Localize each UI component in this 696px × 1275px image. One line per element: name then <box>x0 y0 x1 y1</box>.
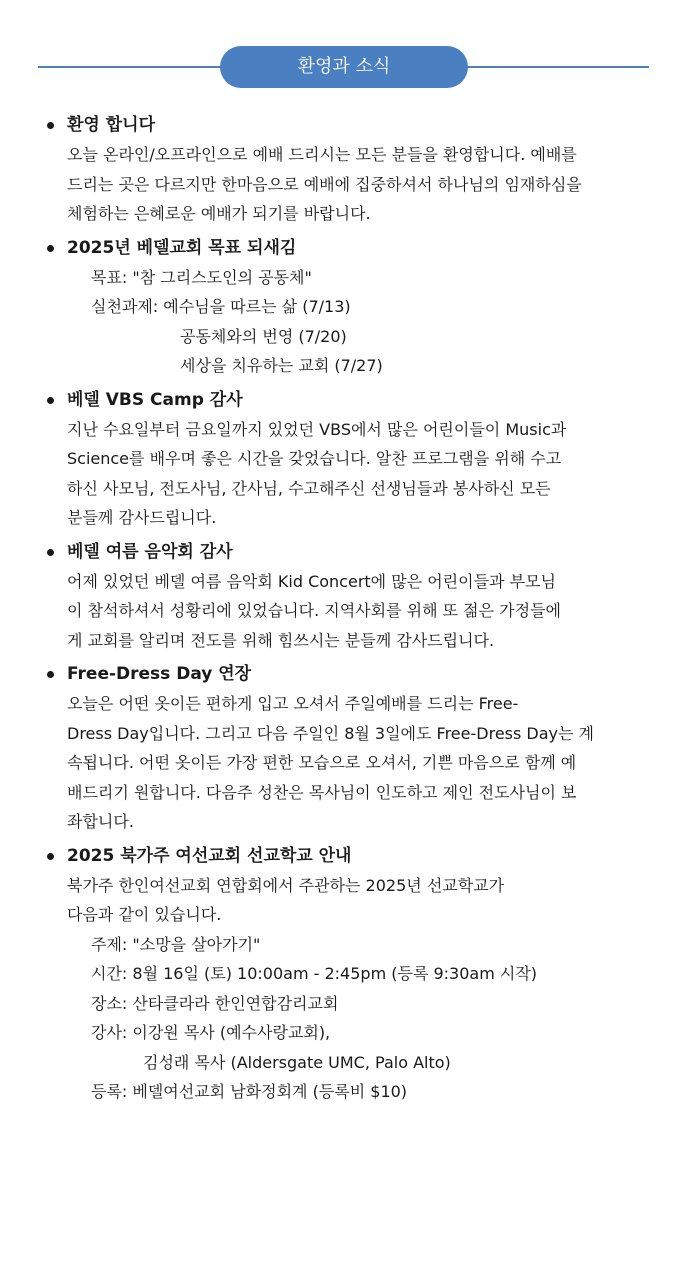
bullet-icon <box>47 122 54 129</box>
section-header <box>0 46 696 88</box>
announcement-title: 환영 합니다 <box>67 115 156 135</box>
announcement-mission-school <box>0 841 696 1107</box>
announcement-title: 2025년 베델교회 목표 되새김 <box>67 237 297 258</box>
announcement-line: 분들께 감사드립니다. <box>67 508 217 527</box>
tasks-line: 공동체와의 번영 (7/20) <box>180 326 347 346</box>
announcement-title: 2025 북가주 여선교회 선교학교 안내 <box>67 845 352 866</box>
announcement-title: 베델 VBS Camp 감사 <box>67 389 243 410</box>
bullet-icon <box>47 549 54 556</box>
announcement-line: 북가주 한인여선교회 연합회에서 주관하는 2025년 선교학교가 <box>67 875 505 895</box>
announcement-vbs <box>0 385 696 533</box>
announcement-title: 베델 여름 음악회 감사 <box>67 541 233 562</box>
announcement-line: 지난 수요일부터 금요일까지 있었던 VBS에서 많은 어린이들이 Music과 <box>67 419 567 439</box>
header-rule-right <box>464 66 649 68</box>
announcement-line: 오늘 온라인/오프라인으로 예배 드리시는 모든 분들을 환영합니다. 예배를 <box>67 145 577 164</box>
announcement-line: 체험하는 은혜로운 예배가 되기를 바랍니다. <box>67 204 371 223</box>
announcement-line: 하신 사모님, 전도사님, 간사님, 수고해주신 선생님들과 봉사하신 모든 <box>67 478 551 498</box>
location-line: 장소: 산타클라라 한인연합감리교회 <box>91 993 339 1013</box>
announcement-line: Science를 배우며 좋은 시간을 갖었습니다. 알찬 프로그램을 위해 수고 <box>67 449 562 468</box>
announcement-concert <box>0 537 696 656</box>
announcement-line: Dress Day입니다. 그리고 다음 주일인 8월 3일에도 Free-Dress Day는 계 <box>67 723 595 743</box>
header-rule-left <box>38 66 224 68</box>
goal-line: 목표: "참 그리스도인의 공동체" <box>91 267 312 287</box>
bullet-icon <box>47 397 54 404</box>
announcement-title: Free-Dress Day 연장 <box>67 664 252 684</box>
theme-line: 주제: "소망을 살아가기" <box>91 934 261 954</box>
header-title: 환영과 소식 <box>220 46 468 88</box>
announcement-line: 배드리기 원합니다. 다음주 성찬은 목사님이 인도하고 제인 전도사님이 보 <box>67 782 577 802</box>
announcement-line: 속됩니다. 어떤 옷이든 가장 편한 모습으로 오셔서, 기쁜 마음으로 함께 예 <box>67 753 577 772</box>
announcement-line: 다음과 같이 있습니다. <box>67 905 222 924</box>
announcement-welcome <box>0 110 696 229</box>
registration-line: 등록: 베델여선교회 남화정회계 (등록비 $10) <box>91 1082 408 1101</box>
announcements <box>0 110 696 1107</box>
announcement-line: 이 참석하셔서 성황리에 있었습니다. 지역사회를 위해 또 젊은 가정들에 <box>67 601 561 620</box>
announcement-line: 게 교회를 알리며 전도를 위해 힘쓰시는 분들께 감사드립니다. <box>67 630 495 650</box>
bullet-icon <box>47 853 54 860</box>
tasks-line: 실천과제: 예수님을 따르는 삶 (7/13) <box>91 297 351 316</box>
announcement-goals <box>0 233 696 381</box>
announcement-line: 드리는 곳은 다르지만 한마음으로 예배에 집중하셔서 하나님의 임재하심을 <box>67 174 582 194</box>
announcement-free-dress <box>0 659 696 837</box>
announcement-line: 오늘은 어떤 옷이든 편하게 입고 오셔서 주일예배를 드리는 Free- <box>67 694 519 713</box>
tasks-line: 세상을 치유하는 교회 (7/27) <box>180 356 383 375</box>
bullet-icon <box>47 245 54 252</box>
announcement-line: 좌합니다. <box>67 812 134 831</box>
bullet-icon <box>47 671 54 678</box>
time-line: 시간: 8월 16일 (토) 10:00am - 2:45pm (등록 9:30am 시작) <box>91 964 538 983</box>
speaker-line: 강사: 이강원 목사 (예수사랑교회), <box>91 1023 331 1042</box>
announcement-line: 어제 있었던 베델 여름 음악회 Kid Concert에 많은 어린이들과 부모님 <box>67 571 556 591</box>
speaker-line: 김성래 목사 (Aldersgate UMC, Palo Alto) <box>143 1052 451 1072</box>
